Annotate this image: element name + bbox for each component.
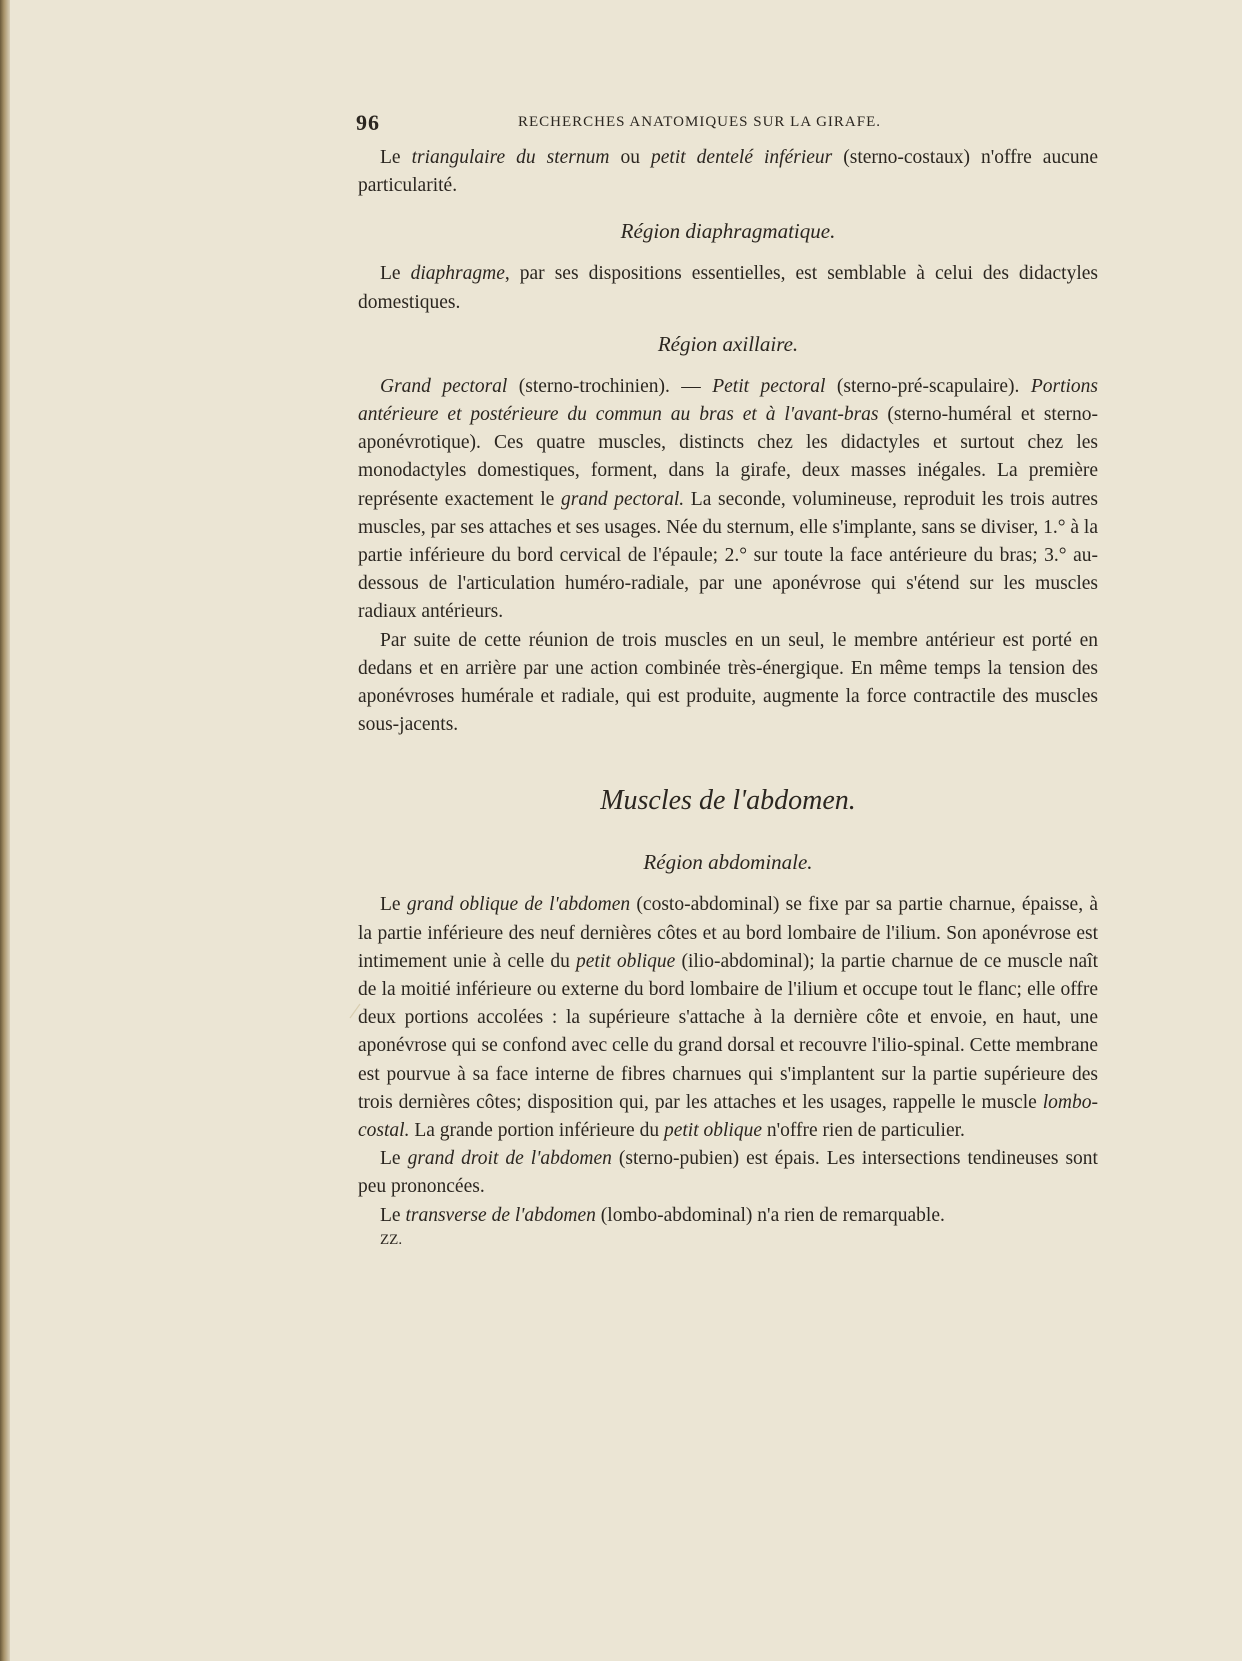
pencil-mark <box>346 1000 366 1020</box>
paragraph-diaphragme: Le diaphragme, par ses dispositions essentielles, est semblable à celui des didactyles domestiques. <box>358 263 1098 313</box>
page-number: 96 <box>356 110 380 135</box>
section-heading-axillary: Région axillaire. <box>657 331 799 356</box>
book-page <box>358 110 1098 1250</box>
section-heading-abdominal: Région abdominale. <box>643 850 813 875</box>
paragraph-transverse: Le transverse de l'abdomen (lombo-abdominal) n'a rien de remarquable. <box>380 1204 945 1226</box>
paragraph-pectoral: Grand pectoral (sterno-trochinien). — Petit pectoral (sterno-pré-scapulaire). Portions antérieure et postérieure du commun au bras et à l'avant-bras (sterno-huméral et sterno-aponévrotique). Ces quatre muscles, distincts chez les didactyles et surtout chez les monodactyles domestiques, forment, dans la girafe, deux masses inégales. La première représente exactement le grand pectoral. La seconde, volumineuse, reproduit les trois autres muscles, par ses attaches et ses usages. Née du sternum, elle s'implante, sans se diviser, 1.° à la partie inférieure du bord cervical de l'épaule; 2.° sur toute la face antérieure du bras; 3.° au-dessous de l'articulation huméro-radiale, par une aponévrose qui s'étend sur les muscles radiaux antérieurs. <box>358 375 1098 623</box>
book-binding-edge <box>0 0 10 1661</box>
paragraph-grand-oblique: Le grand oblique de l'abdomen (costo-abdominal) se fixe par sa partie charnue, épaisse, à la partie inférieure des neuf dernières côtes et au bord lombaire de l'ilium. Son aponévrose est intimement unie à celle du petit oblique (ilio-abdominal); la partie charnue de ce muscle naît de la moitié inférieure ou externe du bord lombaire de l'ilium et occupe tout le flanc; elle offre deux portions accolées : la supérieure s'attache à la dernière côte et envoie, en haut, une aponévrose qui se confond avec celle du grand dorsal et recouvre l'ilio-spinal. Cette membrane est pourvue à sa face interne de fibres charnues qui s'implantent sur la partie supérieure des trois dernières côtes; disposition qui, par les attaches et les usages, rappelle le muscle lombo-costal. La grande portion inférieure du petit oblique n'offre rien de particulier. <box>358 894 1098 1142</box>
section-heading-diaphragm: Région diaphragmatique. <box>620 219 836 244</box>
chapter-title: Muscles de l'abdomen. <box>600 785 856 817</box>
page-header <box>358 110 1098 138</box>
signature-mark: ZZ. <box>380 1231 403 1248</box>
paragraph-triangulaire: Le triangulaire du sternum ou petit dentelé inférieur (sterno-costaux) n'offre aucune particularité. <box>358 147 1099 197</box>
paragraph-grand-droit: Le grand droit de l'abdomen (sterno-pubien) est épais. Les intersections tendineuses sont peu prononcées. <box>358 1148 1098 1198</box>
running-head: RECHERCHES ANATOMIQUES SUR LA GIRAFE. <box>518 114 882 130</box>
paragraph-reunion: Par suite de cette réunion de trois muscles en un seul, le membre antérieur est porté en dedans et en arrière par une action combinée très-énergique. En même temps la tension des aponévroses humérale et radiale, qui est produite, augmente la force contractile des muscles sous-jacents. <box>358 629 1098 736</box>
